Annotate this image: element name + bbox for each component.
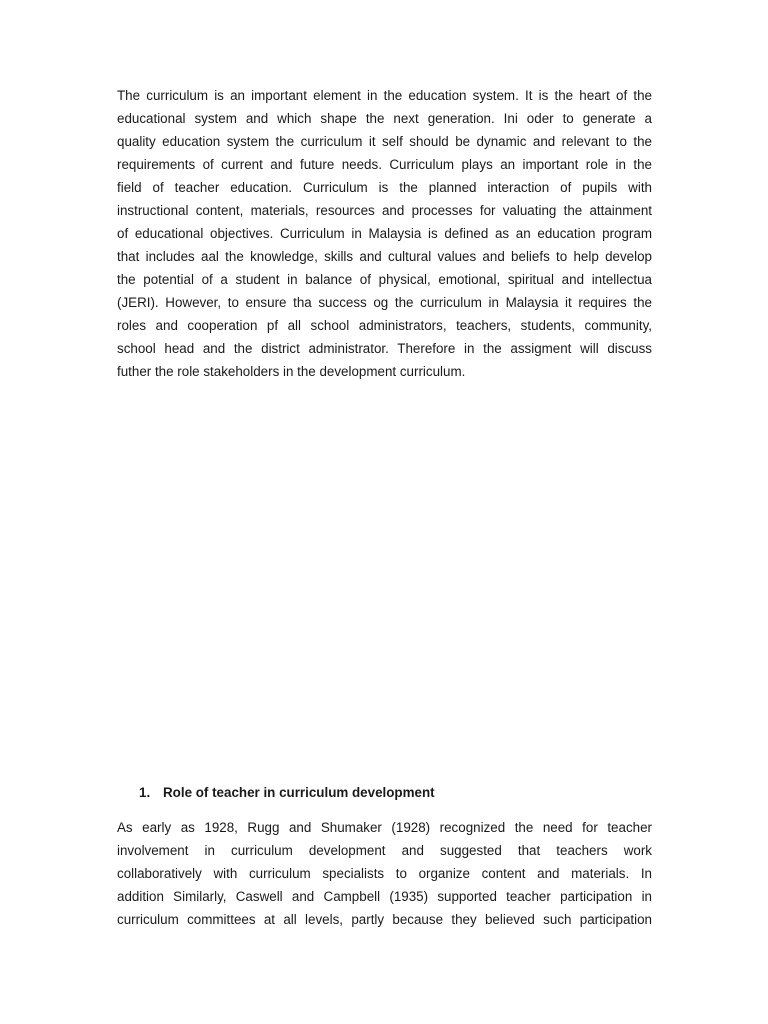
section-line: collaboratively with curriculum specialists to organize content and materials. In [117, 866, 652, 881]
intro-line: roles and cooperation pf all school administrators, teachers, students, community, [117, 318, 652, 333]
section-line: involvement in curriculum development and suggested that teachers work [117, 843, 652, 858]
intro-line: futher the role stakeholders in the development curriculum. [117, 364, 466, 379]
section-line: As early as 1928, Rugg and Shumaker (1928) recognized the need for teacher [117, 820, 652, 835]
intro-line: field of teacher education. Curriculum is the planned interaction of pupils with [117, 180, 652, 195]
intro-line: of educational objectives. Curriculum in Malaysia is defined as an education program [117, 226, 652, 241]
section-heading [139, 781, 435, 804]
section-number: 1. [139, 785, 151, 800]
intro-line: requirements of current and future needs. Curriculum plays an important role in the [117, 157, 652, 172]
intro-line: (JERI). However, to ensure tha success og the curriculum in Malaysia it requires the [117, 295, 652, 310]
intro-line: educational system and which shape the next generation. Ini oder to generate a [117, 111, 652, 126]
intro-line: school head and the district administrator. Therefore in the assigment will discuss [117, 341, 652, 356]
intro-paragraph [117, 84, 652, 383]
intro-line: instructional content, materials, resources and processes for valuating the attainment [117, 203, 652, 218]
section-title: Role of teacher in curriculum development [163, 785, 435, 800]
section-line: curriculum committees at all levels, partly because they believed such participation [117, 912, 652, 927]
intro-line: quality education system the curriculum it self should be dynamic and relevant to the [117, 134, 652, 149]
section-paragraph [117, 816, 652, 931]
intro-line: that includes aal the knowledge, skills and cultural values and beliefs to help develop [117, 249, 652, 264]
section-line: addition Similarly, Caswell and Campbell (1935) supported teacher participation in [117, 889, 652, 904]
intro-line: the potential of a student in balance of physical, emotional, spiritual and intellectua [117, 272, 652, 287]
intro-line: The curriculum is an important element in the education system. It is the heart of the [117, 88, 652, 103]
